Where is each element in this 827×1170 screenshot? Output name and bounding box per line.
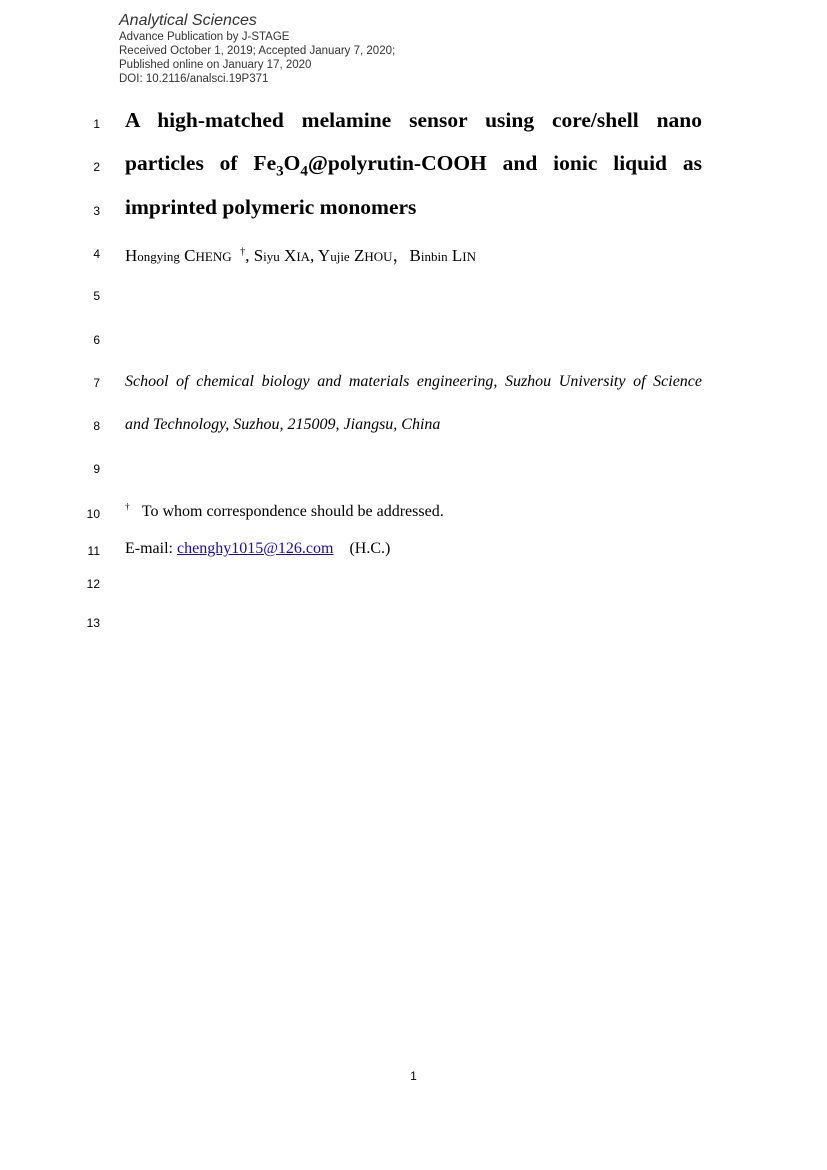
- line-number: 12: [86, 577, 100, 591]
- line-number: 1: [93, 117, 100, 131]
- author: Siyu XIA,: [253, 246, 318, 265]
- email-label: E-mail:: [125, 540, 173, 557]
- email-line: [125, 540, 702, 558]
- line-number: 3: [93, 204, 100, 218]
- line-number: 10: [86, 507, 100, 521]
- correspondence-note: [125, 503, 702, 521]
- dagger-mark: †: [125, 501, 130, 513]
- author-initials: (H.C.): [349, 540, 391, 557]
- line-number: 6: [93, 333, 100, 347]
- title-line-2: [125, 151, 702, 180]
- line-number: 8: [93, 419, 100, 433]
- affiliation-line-1: School of chemical biology and materials engineering, Suzhou University of Science: [125, 373, 702, 390]
- title-line-3: imprinted polymeric monomers: [125, 195, 417, 219]
- page-number: 1: [410, 1069, 417, 1083]
- line-number: 13: [86, 616, 100, 630]
- advance-publication: Advance Publication by J-STAGE: [119, 31, 290, 43]
- title-line-1: A high-matched melamine sensor using core/shell nano: [125, 108, 702, 132]
- dagger-mark: †: [240, 246, 246, 258]
- email-link[interactable]: chenghy1015@126.com: [176, 540, 334, 557]
- line-number: 4: [93, 247, 100, 261]
- author: Binbin LIN: [409, 246, 476, 265]
- line-number: 2: [93, 160, 100, 174]
- journal-header: [119, 11, 395, 86]
- title-text: particles of Fe: [125, 151, 277, 175]
- correspondence-text: To whom correspondence should be addressed.: [141, 503, 444, 520]
- journal-name: Analytical Sciences: [119, 12, 257, 29]
- title-text: O: [283, 151, 301, 175]
- received-accepted: Received October 1, 2019; Accepted January 7, 2020;: [119, 45, 396, 57]
- doi: DOI: 10.2116/analsci.19P371: [119, 73, 269, 85]
- subscript: 4: [300, 163, 308, 180]
- author-list: [125, 241, 702, 266]
- subscript: 3: [276, 163, 284, 180]
- published-online: Published online on January 17, 2020: [119, 59, 312, 71]
- affiliation-line-2: and Technology, Suzhou, 215009, Jiangsu, China: [125, 416, 441, 433]
- line-number: 7: [93, 376, 100, 390]
- line-number: 11: [87, 544, 100, 558]
- author: Hongying CHENG †,: [125, 246, 254, 265]
- title-text: @polyrutin-COOH and ionic liquid as: [307, 151, 702, 175]
- author: Yujie ZHOU，: [317, 246, 410, 265]
- line-number: 9: [93, 462, 100, 476]
- line-number: 5: [93, 289, 100, 303]
